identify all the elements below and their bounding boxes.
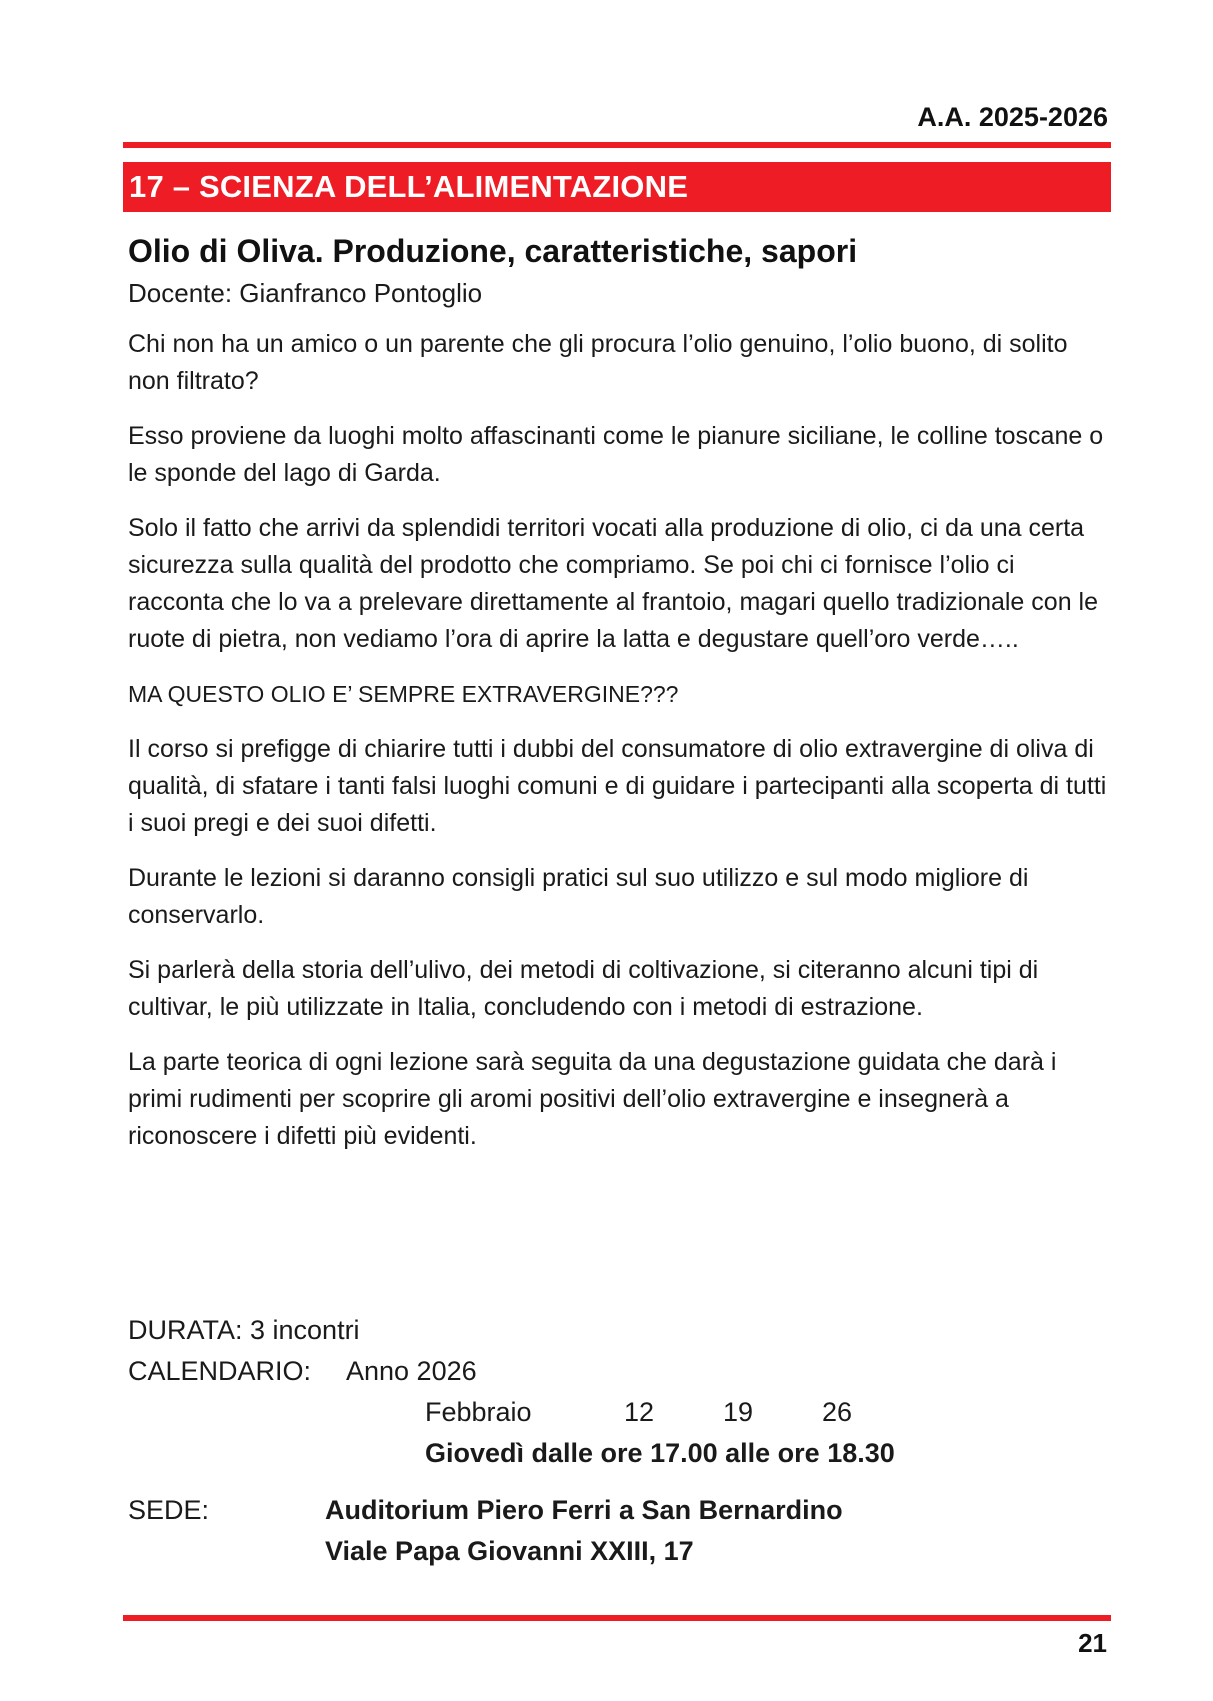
top-red-rule xyxy=(123,142,1111,148)
venue-row xyxy=(128,1490,1108,1531)
address-row xyxy=(128,1531,1108,1572)
venue-address: Viale Papa Giovanni XXIII, 17 xyxy=(325,1536,694,1566)
dates-row xyxy=(128,1392,1108,1433)
paragraph-history: Si parlerà della storia dell’ulivo, dei metodi di coltivazione, si citeranno alcuni tipi di cultivar, le più utilizzate in Italia, concludendo con i metodi di estrazione. xyxy=(128,956,1039,1021)
paragraph-course-goal: Il corso si prefigge di chiarire tutti i dubbi del consumatore di olio extravergine di oliva di qualità, di sfatare i tanti falsi luoghi comuni e di guidare i partecipanti alla scoperta di tutti i suoi pregi e dei suoi difetti. xyxy=(128,735,1107,837)
duration-text: DURATA: 3 incontri xyxy=(128,1315,360,1345)
paragraph-question: MA QUESTO OLIO E’ SEMPRE EXTRAVERGINE??? xyxy=(128,681,679,707)
duration-row xyxy=(128,1310,1108,1351)
page-number: 21 xyxy=(1078,1628,1107,1658)
venue-label: SEDE: xyxy=(128,1495,210,1525)
calendar-row xyxy=(128,1351,1108,1392)
academic-year: A.A. 2025-2026 xyxy=(917,102,1108,132)
paragraph-tasting: La parte teorica di ogni lezione sarà seguita da una degustazione guidata che darà i primi rudimenti per scoprire gli aromi positivi dell’olio extravergine e insegnerà a riconoscere i difetti più evidenti. xyxy=(128,1048,1057,1150)
calendar-label: CALENDARIO: xyxy=(128,1356,312,1386)
paragraph-territory: Solo il fatto che arrivi da splendidi territori vocati alla produzione di olio, ci da una certa sicurezza sulla qualità del prodotto che compriamo. Se poi chi ci fornisce l’olio ci racconta che lo va a prelevare direttamente al frantoio, magari quello tradizionale con le ruote di pietra, non vediamo l’ora di aprire la latta e degustare quell’oro verde….. xyxy=(128,514,1098,653)
calendar-month: Febbraio xyxy=(425,1397,532,1427)
paragraph-tips: Durante le lezioni si daranno consigli pratici sul suo utilizzo e sul modo migliore di conservarlo. xyxy=(128,864,1029,929)
course-teacher: Docente: Gianfranco Pontoglio xyxy=(128,278,483,308)
calendar-day: 26 xyxy=(822,1397,853,1427)
schedule-row xyxy=(128,1433,1108,1474)
venue-name: Auditorium Piero Ferri a San Bernardino xyxy=(325,1495,843,1525)
course-title: Olio di Oliva. Produzione, caratteristiche, sapori xyxy=(128,233,858,269)
course-info xyxy=(128,1310,1108,1572)
paragraph-origin: Esso proviene da luoghi molto affascinanti come le pianure siciliane, le colline toscane o le sponde del lago di Garda. xyxy=(128,422,1104,487)
course-content xyxy=(128,228,1108,1173)
calendar-day: 19 xyxy=(723,1397,754,1427)
bottom-red-rule xyxy=(123,1615,1111,1621)
section-banner xyxy=(123,162,1111,212)
section-title: 17 – SCIENZA DELL’ALIMENTAZIONE xyxy=(129,169,689,204)
schedule-text: Giovedì dalle ore 17.00 alle ore 18.30 xyxy=(425,1438,895,1468)
calendar-day: 12 xyxy=(624,1397,655,1427)
calendar-year: Anno 2026 xyxy=(346,1356,477,1386)
paragraph-intro: Chi non ha un amico o un parente che gli procura l’olio genuino, l’olio buono, di solito non filtrato? xyxy=(128,330,1068,395)
